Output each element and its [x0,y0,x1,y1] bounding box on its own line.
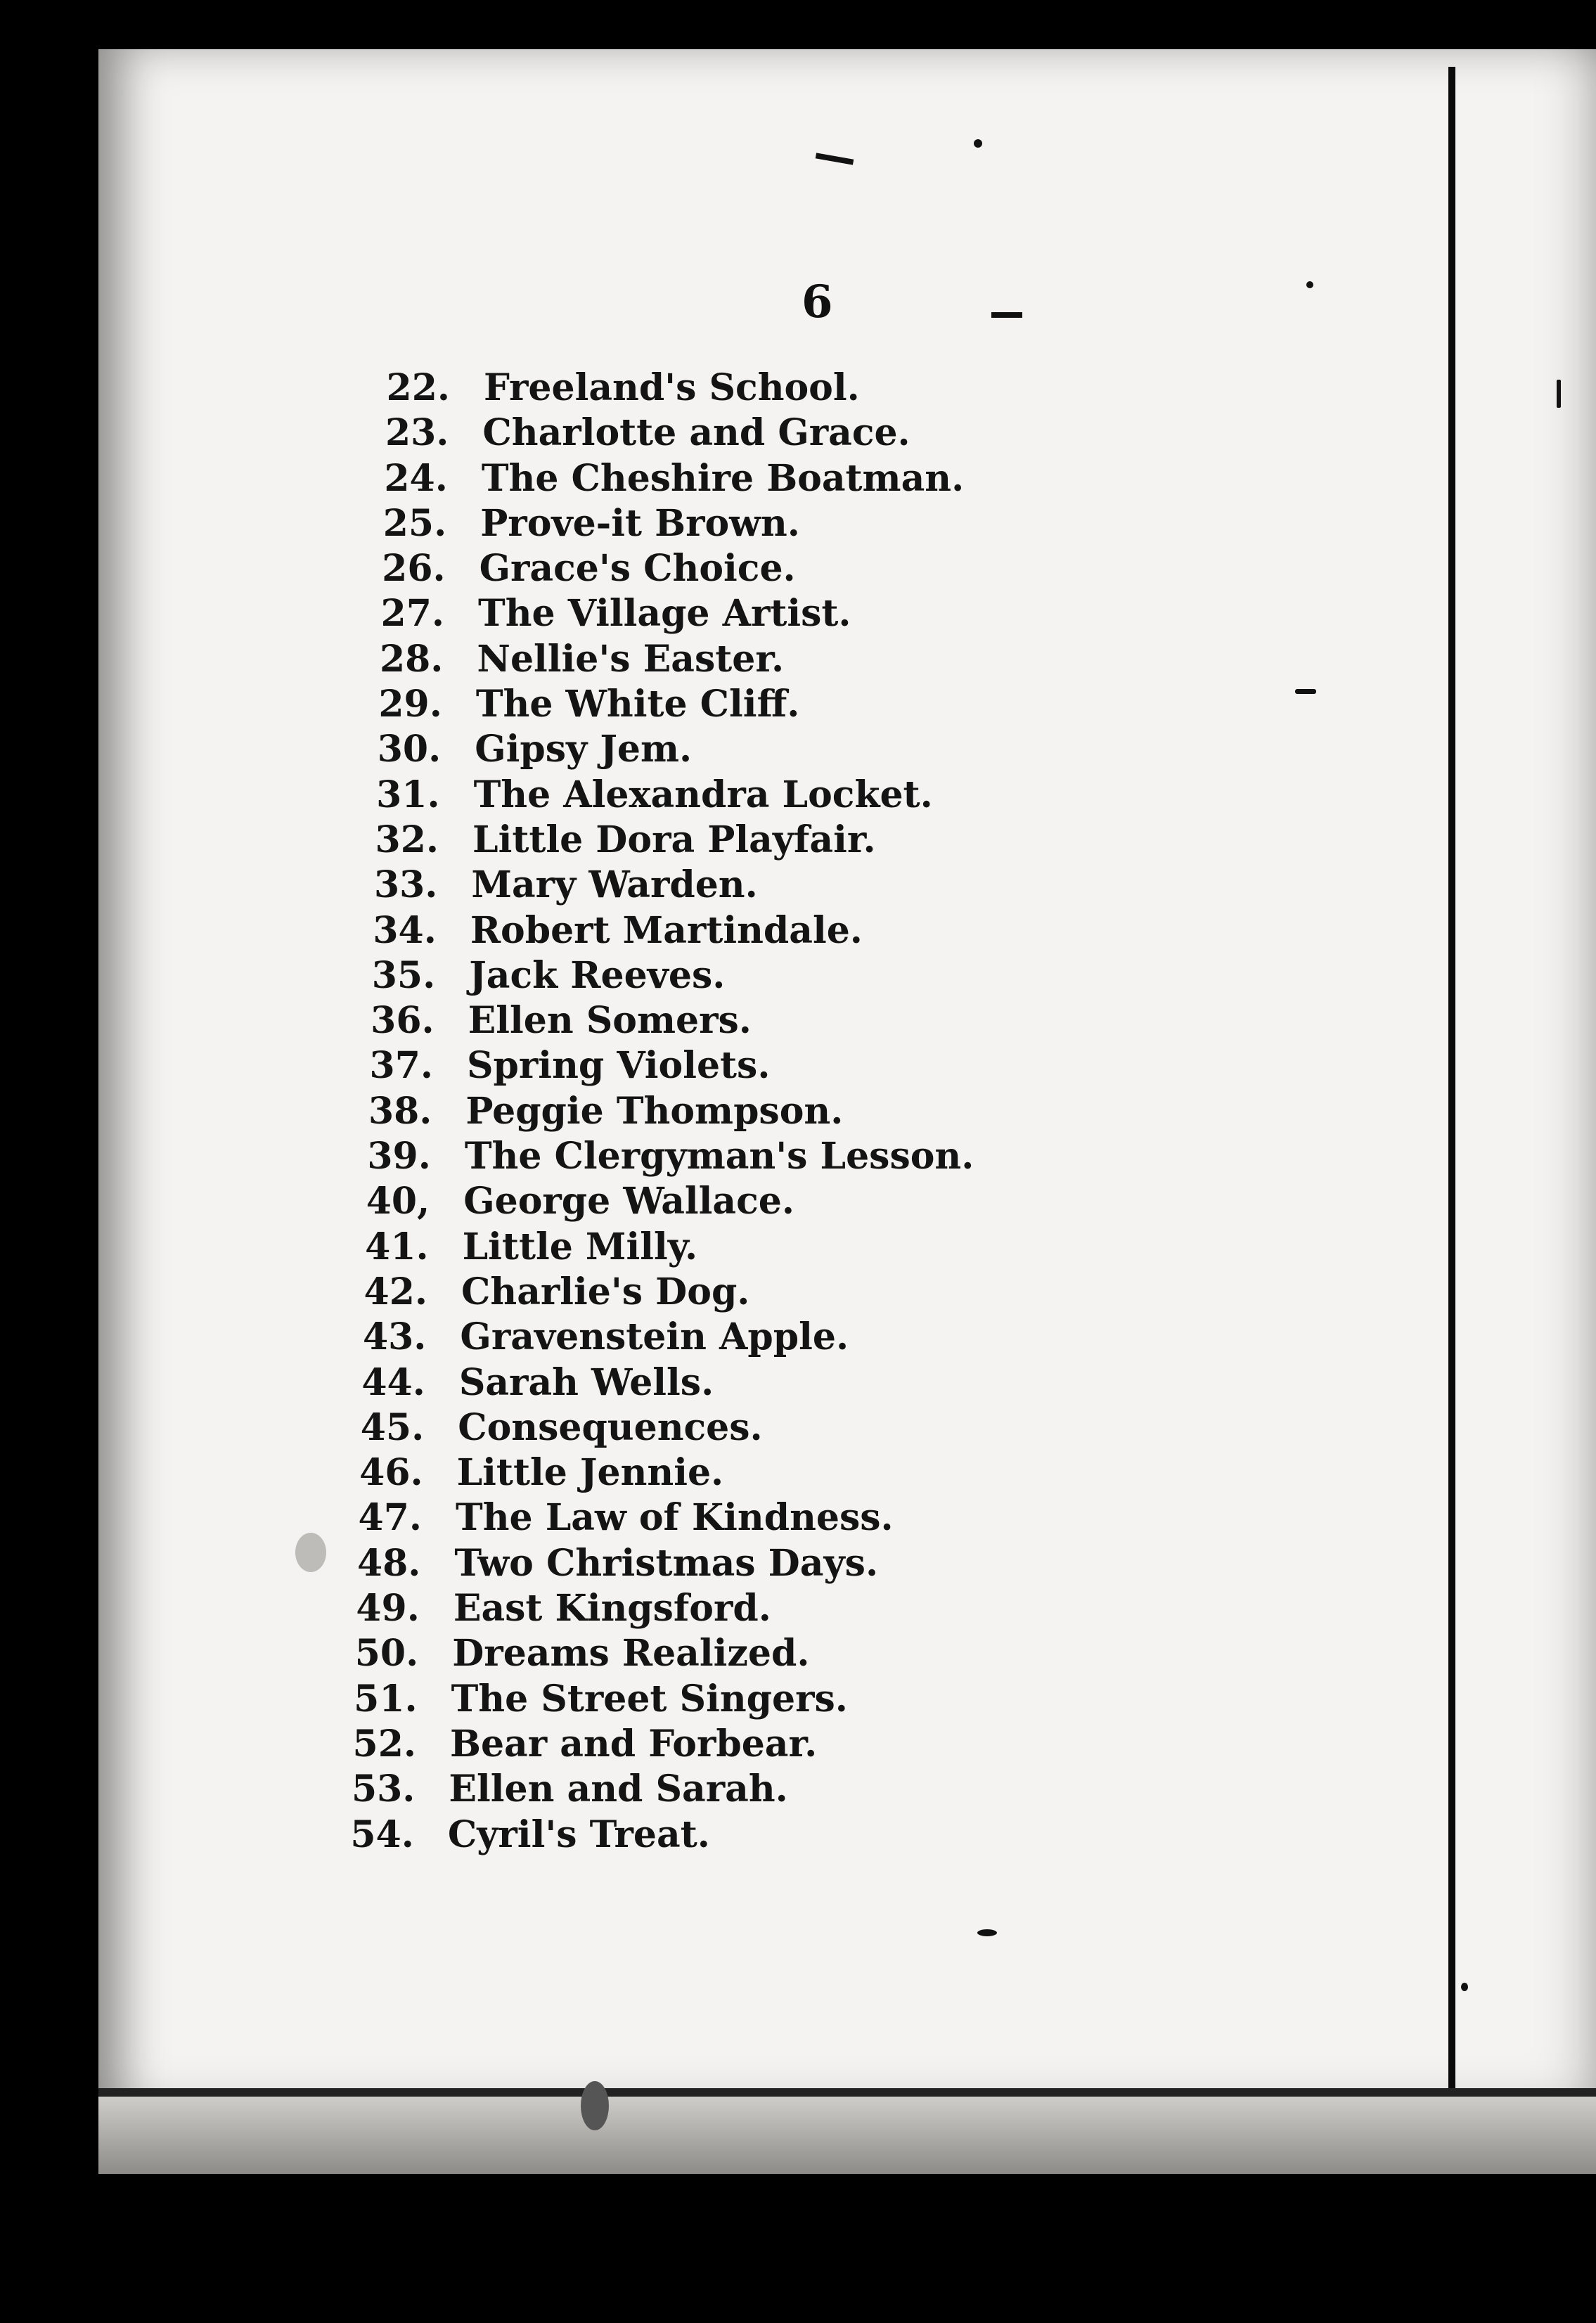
entry-number: 24. [384,456,448,500]
entry-number: 41. [365,1225,429,1268]
entry-title: Mary Warden. [471,863,758,907]
ink-speck [581,2081,609,2130]
list-item [348,501,974,546]
list-item [319,1677,974,1722]
list-item [320,1631,974,1676]
entry-number: 29. [378,683,442,726]
entry-title: Nellie's Easter. [477,637,785,681]
list-item [331,1179,974,1224]
entry-number: 45. [360,1405,425,1449]
entry-title: Little Jennie. [456,1451,724,1495]
list-item [329,1270,974,1315]
entry-title: Little Milly. [462,1225,698,1268]
list-item [349,456,974,501]
entry-number: 46. [359,1451,423,1495]
entry-number: 34. [373,908,437,952]
entry-title: Cyril's Treat. [447,1813,710,1856]
list-item [333,1134,974,1179]
entry-number: 33. [373,863,438,907]
entry-number: 49. [356,1587,420,1630]
list-item [316,1813,974,1858]
list-item [340,818,974,863]
entry-title: Prove-it Brown. [480,501,800,545]
list-item [345,637,974,682]
list-item [316,1767,974,1812]
list-item [335,1043,974,1088]
list-item [336,998,974,1043]
title-list [352,366,974,1858]
entry-title: Dreams Realized. [452,1632,810,1675]
entry-number: 48. [356,1541,421,1585]
entry-number: 47. [358,1496,422,1540]
entry-number: 26. [382,547,446,591]
entry-number: 54. [350,1813,414,1856]
list-item [342,727,974,772]
entry-title: Freeland's School. [484,366,860,409]
entry-title: Spring Violets. [467,1044,771,1088]
entry-number: 28. [379,637,444,681]
entry-title: Gravenstein Apple. [460,1315,849,1359]
list-item [323,1495,974,1540]
ink-speck [1557,380,1561,408]
entry-title: The Cheshire Boatman. [481,456,965,500]
entry-number: 31. [376,773,440,816]
entry-number: 23. [385,411,449,455]
list-item [347,546,974,591]
entry-number: 30. [377,728,442,771]
entry-number: 53. [351,1768,416,1811]
list-item [333,1089,974,1134]
entry-number: 51. [354,1677,418,1720]
entry-number: 42. [363,1270,427,1313]
ink-speck [1461,1983,1468,1991]
entry-title: Robert Martindale. [470,908,863,952]
entry-title: The Street Singers. [451,1677,848,1720]
list-item [350,411,974,456]
entry-title: George Wallace. [463,1180,794,1223]
page-bottom-edge [98,2088,1596,2097]
list-item [344,682,974,727]
entry-number: 35. [371,953,436,997]
entry-title: The Clergyman's Lesson. [464,1135,974,1178]
entry-number: 44. [361,1360,425,1404]
list-item [325,1450,974,1495]
list-item [352,366,974,411]
entry-title: Gipsy Jem. [475,728,693,771]
entry-number: 39. [367,1135,431,1178]
list-item [337,953,974,998]
list-item [322,1541,974,1586]
entry-title: Two Christmas Days. [454,1541,879,1585]
entry-title: The Alexandra Locket. [473,773,933,816]
ink-speck [295,1533,326,1572]
entry-title: Little Dora Playfair. [472,818,876,861]
list-item [342,773,974,818]
ink-speck [1295,689,1316,694]
entry-number: 27. [380,592,444,636]
entry-number: 36. [371,999,435,1043]
entry-number: 37. [369,1044,433,1088]
entry-title: Charlie's Dog. [461,1270,750,1313]
entry-title: The Village Artist. [478,592,851,636]
list-item [339,863,974,908]
list-item [346,591,974,636]
next-page-strip [98,2097,1596,2174]
entry-title: Grace's Choice. [479,547,796,591]
ink-speck [1306,281,1313,288]
list-item [330,1225,974,1270]
page-number: 6 [802,276,833,328]
entry-number: 40, [366,1180,430,1223]
entry-number: 50. [354,1632,419,1675]
entry-title: Charlotte and Grace. [482,411,910,455]
list-item [318,1722,974,1767]
list-item [326,1405,974,1450]
ink-speck [974,139,982,148]
entry-title: The Law of Kindness. [456,1496,894,1540]
entry-title: Peggie Thompson. [465,1089,844,1133]
entry-title: Bear and Forbear. [450,1722,818,1765]
entry-number: 52. [352,1722,416,1765]
entry-title: Consequences. [458,1405,763,1449]
entry-number: 43. [362,1315,427,1359]
entry-title: Sarah Wells. [458,1360,714,1404]
ink-mark [991,312,1022,318]
entry-number: 22. [386,366,450,409]
list-item [327,1360,974,1405]
entry-title: Ellen Somers. [468,999,752,1043]
entry-number: 25. [382,501,447,545]
entry-number: 32. [375,818,439,861]
list-item [328,1315,974,1360]
entry-title: East Kingsford. [453,1587,771,1630]
ink-speck [977,1929,997,1936]
entry-title: Ellen and Sarah. [449,1768,788,1811]
entry-number: 38. [368,1089,432,1133]
entry-title: The White Cliff. [475,683,800,726]
page-gutter-line [1448,67,1455,2169]
list-item [321,1586,974,1631]
list-item [338,908,974,953]
entry-title: Jack Reeves. [469,953,726,997]
